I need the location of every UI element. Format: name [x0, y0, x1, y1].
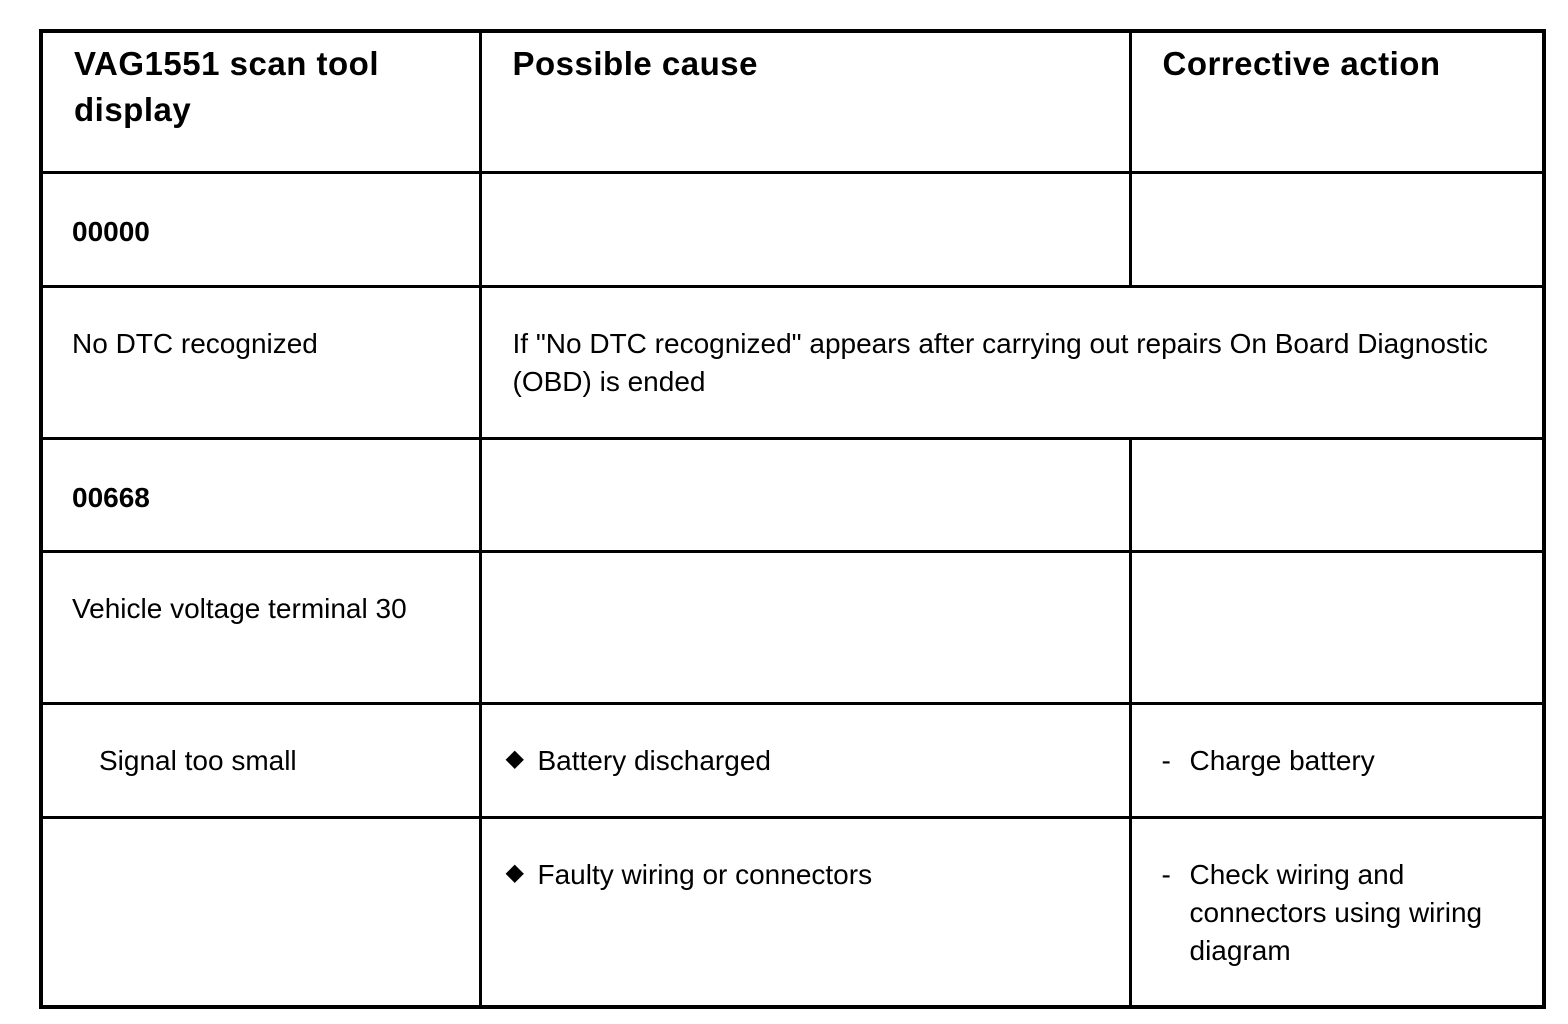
empty-cell — [480, 172, 1130, 286]
no-dtc-label: No DTC recognized — [72, 327, 318, 359]
action-cell — [1130, 703, 1544, 817]
vehicle-voltage-label: Vehicle voltage terminal 30 — [72, 592, 407, 624]
signal-too-small-label: Signal too small — [99, 744, 297, 776]
cause-cell — [480, 817, 1130, 1007]
empty-cell — [1130, 172, 1544, 286]
label-cell — [41, 703, 480, 817]
header-cell-scan-tool — [41, 31, 480, 172]
cause-cell — [480, 703, 1130, 817]
no-dtc-note: If "No DTC recognized" appears after carrying out repairs On Board Diagnostic (OBD) is ended — [512, 327, 1488, 397]
header-cell-corrective-action — [1130, 31, 1544, 172]
dtc-table — [39, 29, 1546, 1009]
label-cell — [41, 286, 480, 438]
empty-cell — [41, 817, 480, 1007]
empty-cell — [480, 551, 1130, 703]
table-row — [41, 438, 1544, 551]
dash-bullet: - — [1161, 744, 1171, 776]
empty-cell — [1130, 438, 1544, 551]
diamond-bullet-icon: ◆ — [505, 858, 524, 886]
header-scan-tool-display: VAG1551 scan tool display — [74, 45, 380, 128]
table-row — [41, 703, 1544, 817]
code-cell — [41, 438, 480, 551]
table-row — [41, 551, 1544, 703]
action-check-wiring: Check wiring and connectors using wiring diagram — [1189, 858, 1483, 966]
table-row — [41, 817, 1544, 1007]
header-possible-cause: Possible cause — [512, 45, 758, 82]
label-cell — [41, 551, 480, 703]
cause-item — [482, 705, 1129, 780]
dtc-code-00000: 00000 — [72, 215, 150, 247]
cause-item — [482, 819, 1129, 894]
table-row — [41, 172, 1544, 286]
action-cell — [1130, 817, 1544, 1007]
note-cell — [480, 286, 1544, 438]
code-cell — [41, 172, 480, 286]
action-charge-battery: Charge battery — [1189, 744, 1375, 776]
cause-battery-discharged: Battery discharged — [537, 744, 771, 776]
cause-faulty-wiring: Faulty wiring or connectors — [537, 858, 873, 890]
empty-cell — [480, 438, 1130, 551]
header-cell-possible-cause — [480, 31, 1130, 172]
action-item — [1132, 819, 1543, 970]
dtc-code-00668: 00668 — [72, 481, 150, 513]
dash-bullet: - — [1161, 858, 1171, 890]
diamond-bullet-icon: ◆ — [505, 744, 524, 772]
table-header-row — [41, 31, 1544, 172]
empty-cell — [1130, 551, 1544, 703]
table-row — [41, 286, 1544, 438]
header-corrective-action: Corrective action — [1162, 45, 1441, 82]
action-item — [1132, 705, 1543, 780]
